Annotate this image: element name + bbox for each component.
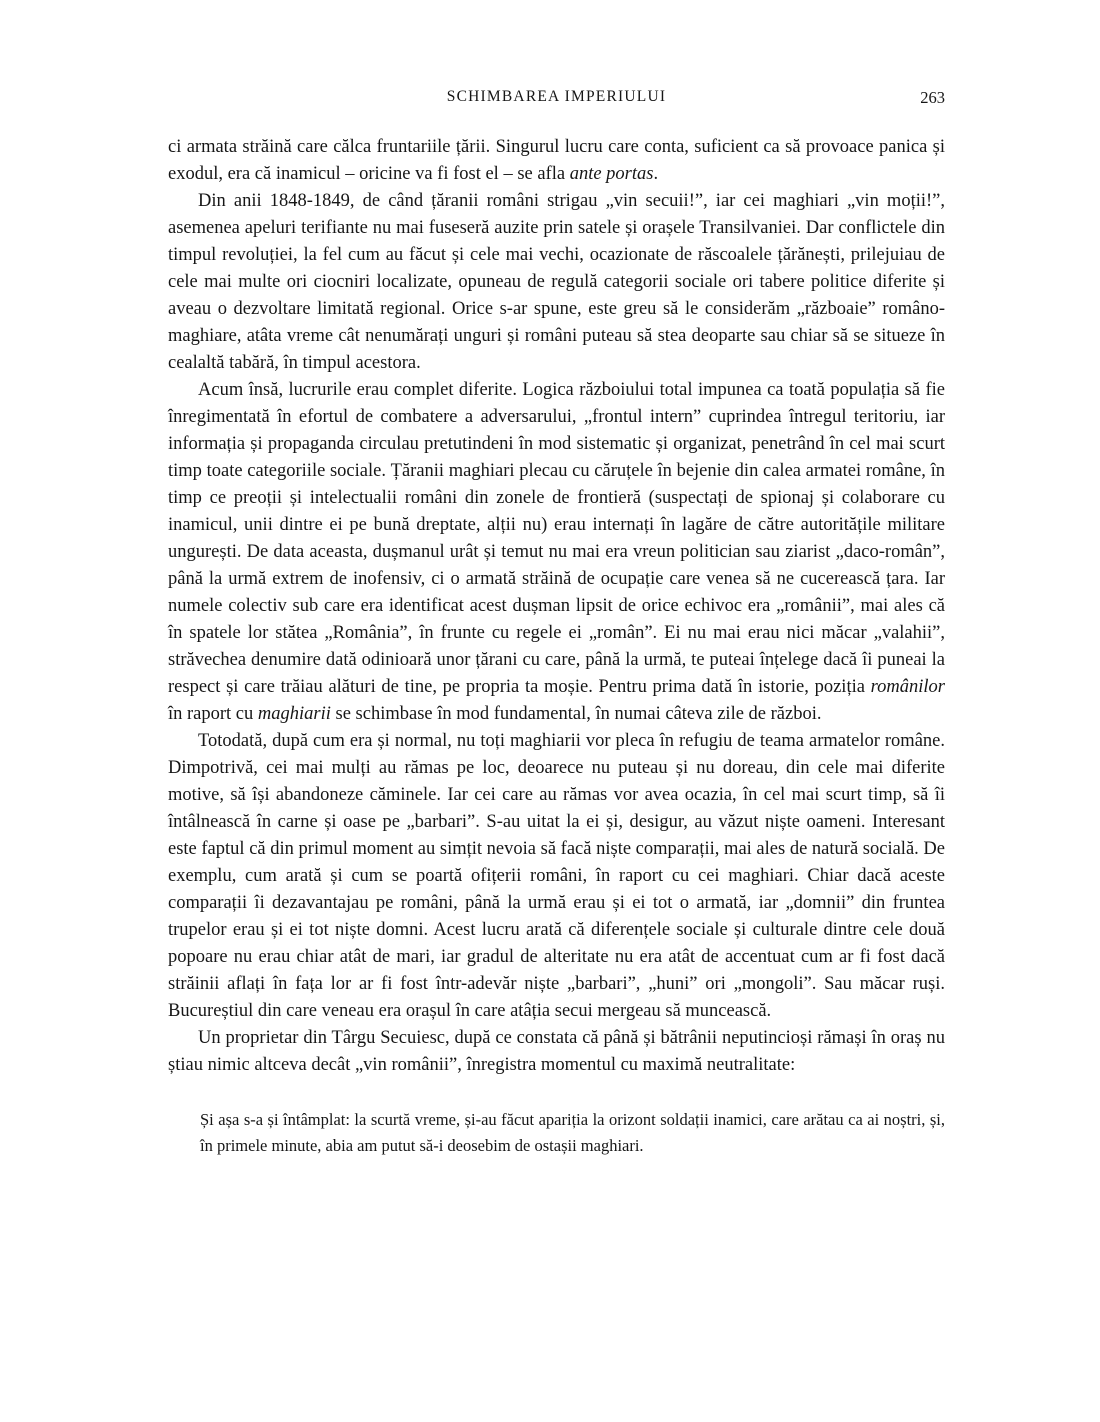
text-run: Acum însă, lucrurile erau complet diferite. Logica războiului total impunea ca toată populația să fie înregimentată în efortul de combatere a adversarului, „frontul intern” cuprindea întregul teritoriu, iar informația și propaganda circulau pretutindeni în mod sistematic și organizat, penetrând în cel mai scurt timp toate categoriile sociale. Țăranii maghiari plecau cu căruțele în bejenie din calea armatei române, în timp ce preoții și intelectualii români din zonele de frontieră (suspectați de spionaj și colaborare cu inamicul, unii dintre ei pe bună dreptate, alții nu) erau internați în lagăre de către autoritățile militare ungurești. De data aceasta, dușmanul urât și temut nu mai era vreun politician sau ziarist „daco-român”, până la urmă extrem de inofensiv, ci o armată străină de ocupație care venea să ne cucerească țara. Iar numele colectiv sub care era identificat acest dușman lipsit de orice echivoc era „românii”, mai ales că în spatele lor stătea „România”, în frunte cu regele ei „român”. Ei nu mai erau nici măcar „valahii”, străvechea denumire dată odinioară unor țărani cu care, până la urmă, te puteai înțelege dacă îi puneai la respect și care trăiau alături de tine, pe propria ta moșie. Pentru prima dată în istorie, poziția <box>168 380 945 697</box>
text-run: Un proprietar din Târgu Secuiesc, după ce constata că până și bătrânii neputincioși rămași în oraș nu știau nimic altceva decât „vin românii”, înregistra momentul cu maximă neutralitate: <box>168 1028 945 1075</box>
paragraphs <box>168 134 945 1079</box>
text-run: se schimbase în mod fundamental, în numai câteva zile de război. <box>330 704 822 724</box>
paragraph <box>168 188 945 377</box>
running-head-title: SCHIMBAREA IMPERIULUI <box>446 88 667 105</box>
block-quote <box>200 1107 945 1159</box>
italic-run: ante portas <box>569 164 654 184</box>
text-run: Totodată, după cum era și normal, nu toți maghiarii vor pleca în refugiu de teama armatelor române. Dimpotrivă, cei mai mulți au rămas pe loc, deoarece nu puteau și nu doreau, din cele mai diferite motive, să își abandoneze căminele. Iar cei care au rămas vor avea ocazia, în cel mai scurt timp, să îi întâlnească în carne și oase pe „barbari”. S-au uitat la ei și, desigur, au văzut niște oameni. Interesant este faptul că din primul moment au simțit nevoia să facă niște comparații, mai ales de natură socială. De exemplu, cum arată și cum se poartă ofițerii români, în raport cu cei maghiari. Chiar dacă aceste comparații îi dezavantajau pe români, până la urmă erau și ei tot o armată, iar „domnii” din fruntea trupelor erau și ei tot niște domni. Acest lucru arată că diferențele sociale și culturale dintre cele două popoare nu erau chiar atât de mari, iar gradul de alteritate nu era atât de accentuat cum ar fi fost dacă străinii aflați în fața lor ar fi fost într-adevăr niște „barbari”, „huni” ori „mongoli”. Sau măcar ruși. Bucureștiul din care veneau era orașul în care atâția secui mergeau să muncească. <box>168 731 945 1021</box>
text-run: Din anii 1848-1849, de când țăranii români strigau „vin secuii!”, iar cei maghiari „vin moții!”, asemenea apeluri terifiante nu mai fuseseră auzite prin satele și orașele Transilvaniei. Dar conflictele din timpul revoluției, la fel cum au făcut și cele mai vechi, ocazionate de răscoalele țărănești, prilejuiau de cele mai multe ori ciocniri localizate, opuneau de regulă categorii sociale ori tabere politice diferite și aveau o dezvoltare limitată regional. Orice s-ar spune, este greu să le considerăm „războaie” româno-maghiare, atâta vreme cât nenumărați unguri și români puteau să stea deoparte sau chiar să se situeze în cealaltă tabără, în timpul acestora. <box>168 191 945 373</box>
text-run: ci armata străină care călca fruntariile țării. Singurul lucru care conta, suficient ca să provoace panica și exodul, era că inamicul – oricine va fi fost el – se afla <box>168 137 945 184</box>
paragraph <box>168 1025 945 1079</box>
running-head <box>168 88 945 110</box>
italic-run: românilor <box>870 677 945 697</box>
text-run: Și așa s-a și întâmplat: la scurtă vreme, și-au făcut apariția la orizont soldații inamici, care arătau ca ai noștri, și, în primele minute, abia am putut să-i deosebim de ostașii maghiari. <box>200 1110 945 1155</box>
page-number: 263 <box>920 88 945 107</box>
paragraph <box>168 134 945 188</box>
text-run: . <box>653 164 659 184</box>
italic-run: maghiarii <box>257 704 331 724</box>
text-run: în raport cu <box>168 704 258 724</box>
paragraph <box>168 728 945 1025</box>
paragraph <box>168 377 945 728</box>
